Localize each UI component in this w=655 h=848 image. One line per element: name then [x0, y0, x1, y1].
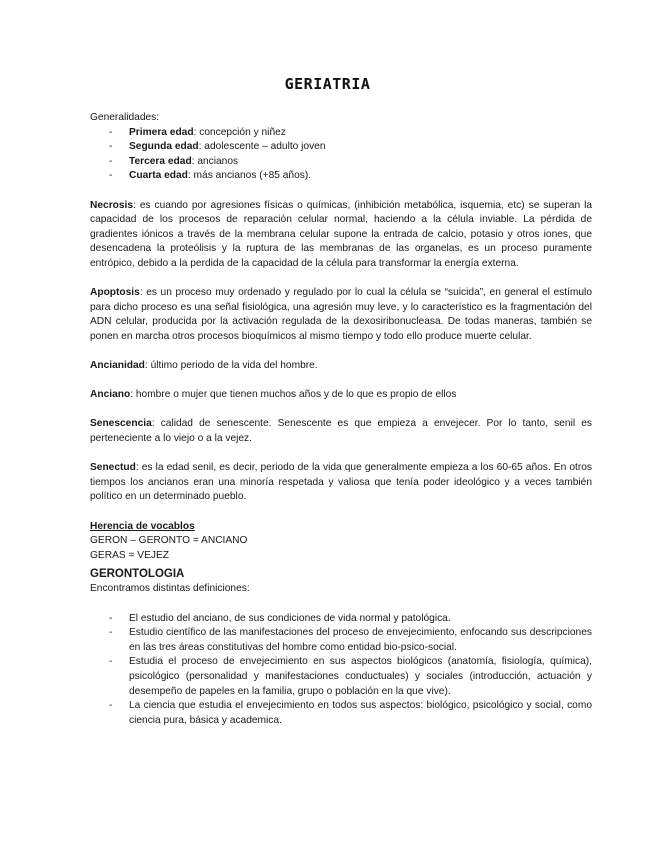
list-item-text: Estudia el proceso de envejecimiento en sus aspectos biológicos (anatomía, fisiología, química), psicológico (personalidad y manifestaciones conductuales) y sociales (introducción, actuación y desempeño de papeles en la familia, grupo o población en la que vive).: [129, 656, 592, 697]
list-item: [90, 140, 592, 155]
necrosis-term: Necrosis: [90, 199, 134, 211]
list-item: [90, 612, 592, 627]
list-item-term: Cuarta edad: [129, 170, 188, 182]
ancianidad-term: Ancianidad: [90, 360, 145, 372]
senectud-text: : es la edad senil, es decir, periodo de la vida que generalmente empieza a los 60-65 años. En otros tiempos los ancianos eran una minoría respetada y valiosa que tenía poder ideológico y a veces también político en un determinado pueblo.: [90, 462, 592, 503]
bullet-dash: -: [109, 126, 113, 138]
ancianidad-paragraph: [90, 359, 592, 374]
gerontologia-list: [90, 612, 592, 729]
list-item: [90, 655, 592, 699]
bullet-dash: -: [109, 170, 113, 182]
list-item-term: Segunda edad: [129, 141, 199, 153]
list-item: [90, 626, 592, 655]
senescencia-term: Senescencia: [90, 418, 152, 430]
generalidades-label: Generalidades:: [90, 112, 160, 123]
gerontologia-heading: GERONTOLOGIA: [90, 568, 185, 581]
list-item-term: Primera edad: [129, 126, 194, 138]
list-item-text: El estudio del anciano, de sus condiciones de vida normal y patológica.: [129, 612, 451, 624]
list-item-text: Estudio científico de las manifestaciones del proceso de envejecimiento, enfocando sus descripciones en las tres áreas constitutivas del hombre como entidad bio-psico-social.: [129, 627, 592, 653]
senectud-term: Senectud: [90, 462, 136, 474]
list-item: [90, 126, 592, 141]
senescencia-paragraph: [90, 417, 592, 446]
herencia-heading-text: Herencia de vocablos: [90, 520, 195, 532]
document-body: [90, 111, 592, 728]
bullet-dash: -: [109, 627, 113, 639]
ancianidad-text: : último periodo de la vida del hombre.: [144, 360, 318, 372]
herencia-heading: [90, 520, 592, 535]
apoptosis-term: Apoptosis: [90, 287, 140, 299]
senectud-paragraph: [90, 461, 592, 505]
bullet-dash: -: [109, 155, 113, 167]
list-item-text: La ciencia que estudia el envejecimiento en todos sus aspectos: biológico, psicológico y social, como ciencia pura, básica y academica.: [129, 700, 592, 726]
senescencia-text: : calidad de senescente. Senescente es que empieza a envejecer. Por lo tanto, senil es perteneciente a lo viejo o a la vejez.: [90, 418, 592, 445]
list-item: [90, 699, 592, 728]
list-item-text: : concepción y niñez: [193, 126, 286, 138]
list-item: [90, 155, 592, 170]
list-item-text: : más ancianos (+85 años).: [187, 170, 312, 182]
apoptosis-paragraph: [90, 286, 592, 344]
herencia-line-2: GERAS = VEJEZ: [90, 549, 169, 561]
gerontologia-intro: Encontramos distintas definiciones:: [90, 583, 250, 595]
list-item-text: : adolescente – adulto joven: [198, 141, 326, 153]
anciano-text: : hombre o mujer que tienen muchos años y de lo que es propio de ellos: [130, 389, 457, 401]
herencia-line-1: GERON – GERONTO = ANCIANO: [90, 535, 248, 547]
anciano-term: Anciano: [90, 389, 131, 401]
list-item-term: Tercera edad: [129, 155, 192, 167]
generalidades-list: [90, 126, 592, 184]
anciano-paragraph: [90, 388, 592, 403]
page-title: GERIATRIA: [284, 75, 371, 93]
necrosis-paragraph: [90, 199, 592, 272]
bullet-dash: -: [109, 141, 113, 153]
list-item-text: : ancianos: [191, 155, 239, 167]
list-item: [90, 169, 592, 184]
necrosis-text: : es cuando por agresiones físicas o químicas, (inhibición metabólica, isquemia, etc) se superan la capacidad de los procesos de reparación celular normal, haciendo a la célula inviable. La pérdida de gradientes iónicos a través de la membrana celular supone la entrada de calcio, potasio y otros iones, que desencadena la proteólisis y la ruptura de las membranas de las organelas, es un proceso puramente entrópico, debido a la perdida de la capacidad de la célula para transformar la energía externa.: [90, 199, 592, 269]
bullet-dash: -: [109, 612, 113, 624]
bullet-dash: -: [109, 700, 113, 712]
apoptosis-text: : es un proceso muy ordenado y regulado por lo cual la célula se “suicida”, en general el estímulo para dicho proceso es una señal fisiológica, una agresión muy leve, y lo característico es la fragmentación del ADN celular, producida por la activación regulada de la dexosiribonucleasa. De todas maneras, también se ponen en marcha otros procesos bioquímicos al mismo tiempo y todo ello produce muerte celular.: [90, 287, 592, 342]
bullet-dash: -: [109, 656, 113, 668]
